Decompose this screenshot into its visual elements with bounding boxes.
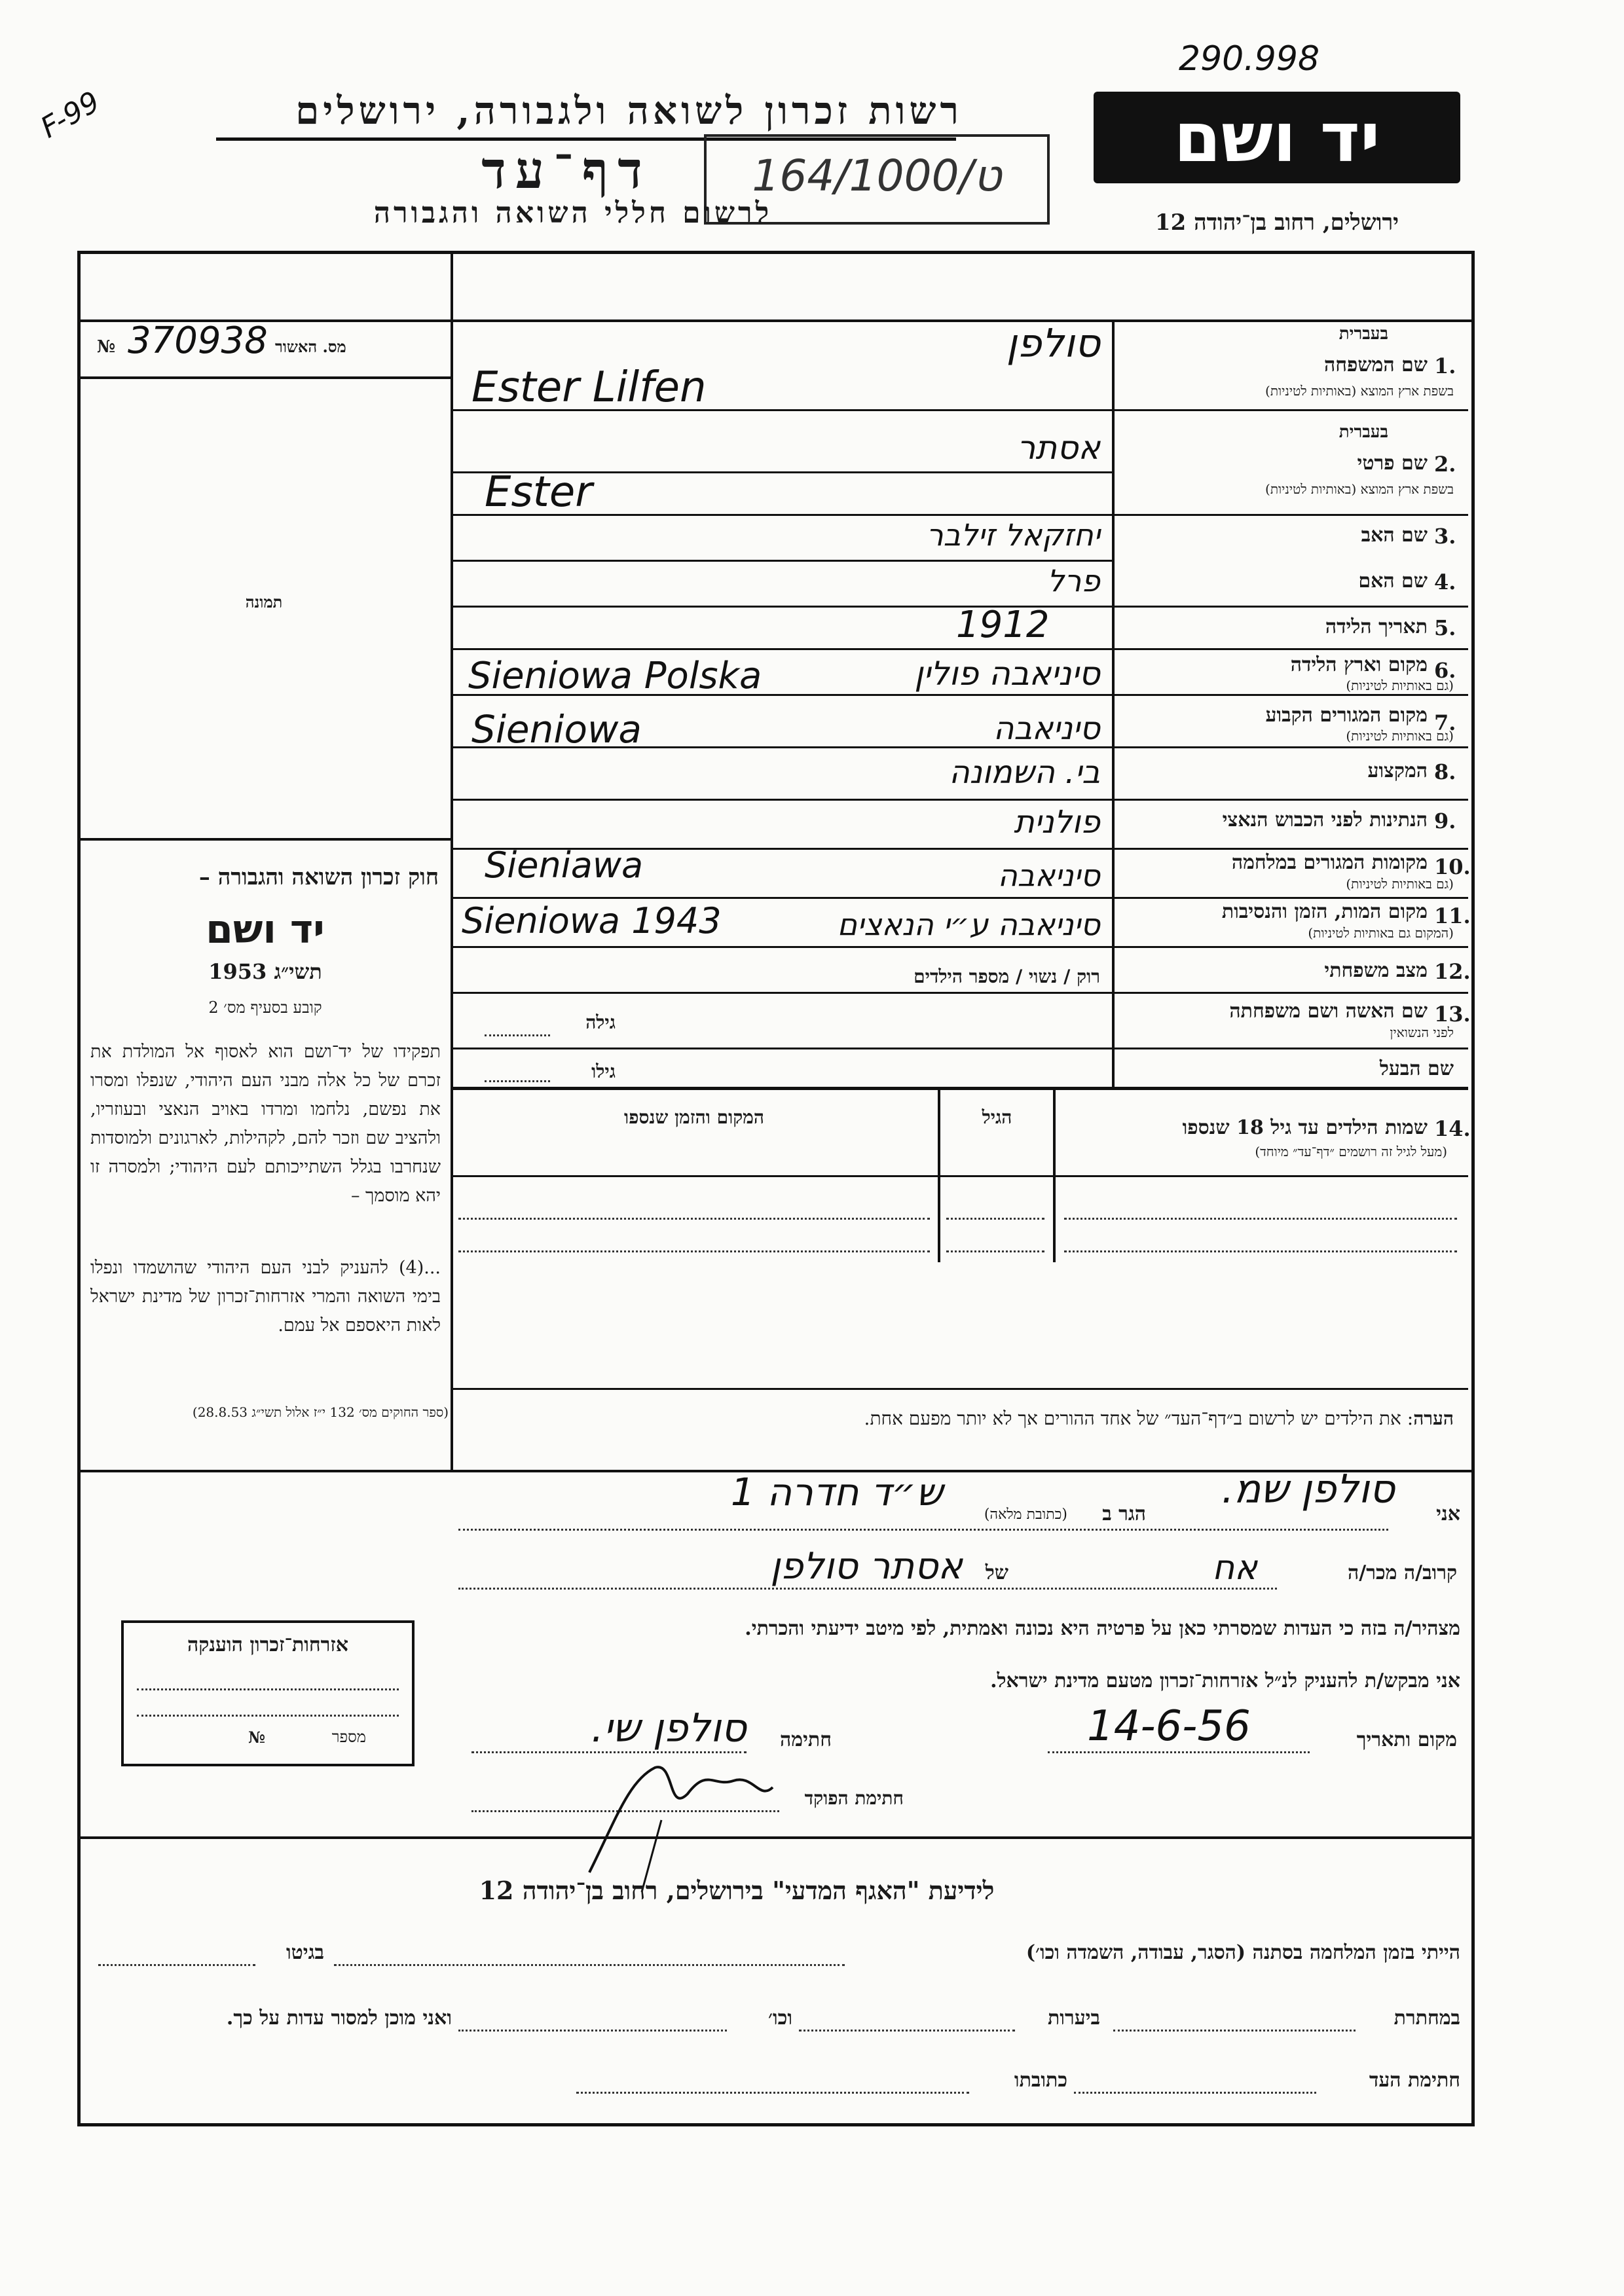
signature-label: חתימה <box>780 1728 832 1751</box>
children-col-age: הגיל <box>982 1106 1012 1128</box>
husband-age-label: גילו <box>591 1061 616 1082</box>
address-handwritten: ש״ד חדרה 1 <box>730 1470 943 1514</box>
place-date-label: מקום ותאריך <box>1356 1728 1457 1751</box>
note-body: : את הילדים יש לרשום ב״דף־העד״ של אחד ההורים אך לא יותר מפעם אחת. <box>864 1408 1414 1429</box>
row6-sub: (גם באותיות לטיניות) <box>1346 678 1454 693</box>
citizenship-no-sign: № <box>248 1728 266 1747</box>
row3-answer: יחזקאל זילבר <box>926 517 1100 553</box>
row2-answer-latin: Ester <box>485 468 593 517</box>
law-title: חוק זכרון השואה והגבורה – <box>198 864 439 890</box>
row6-num: 6. <box>1434 658 1456 683</box>
row5-num: 5. <box>1434 615 1456 640</box>
logo-text: יד ושם <box>1173 98 1380 177</box>
form-subtitle: לרשום חללי השואה והגבורה <box>373 196 773 230</box>
footer-line2-b: ביערות <box>1047 2007 1100 2030</box>
serial-stamp: 164/1000/ט <box>752 151 1002 201</box>
row10-sub: (גם באותיות לטיניות) <box>1346 876 1454 892</box>
row13-age-label: גילה <box>585 1011 616 1033</box>
approval-no-sign: № <box>97 337 116 357</box>
row14-num: 14. <box>1434 1116 1471 1141</box>
photo-label: תמונה <box>245 592 283 611</box>
row1-sub: בשפת ארץ המוצא (באותיות לטיניות) <box>1265 383 1454 399</box>
row9-answer: פולנית <box>1014 804 1100 841</box>
law-year: תשי״ג 1953 <box>208 959 322 984</box>
row5-label: תאריך הלידה <box>1325 615 1428 638</box>
signature-handwritten: סולפן שי. <box>591 1705 747 1751</box>
row7-num: 7. <box>1434 710 1456 735</box>
row2-sub: בשפת ארץ המוצא (באותיות לטיניות) <box>1265 481 1454 497</box>
row12-num: 12. <box>1434 959 1471 984</box>
row1-num: 1. <box>1434 354 1456 378</box>
approval-number: 370938 <box>128 319 268 362</box>
row8-num: 8. <box>1434 759 1456 784</box>
row4-num: 4. <box>1434 570 1456 594</box>
law-name: יד ושם <box>206 907 325 953</box>
law-text-2: ...(4) להעניק לבני העם היהודי שהושמדו ונפלו בימי השואה והמרי אזרחות־זכרון של מדינת ישראל לאות היאספם אל עמם. <box>90 1258 441 1336</box>
yad-vashem-logo <box>1094 92 1460 183</box>
children-sub: (מעל לגיל זה רושמים ״דף־עד״ מיוחד) <box>1255 1144 1447 1159</box>
relation-handwritten: אח <box>1212 1548 1257 1588</box>
law-source: (ספר החוקים מס׳ 132 י״ז אלול תשי״ג 28.8.53) <box>192 1404 449 1420</box>
footer-line2-a: במחתרת <box>1393 2007 1460 2030</box>
row7-answer-heb: סיניאבה <box>993 710 1100 747</box>
row10-num: 10. <box>1434 854 1471 879</box>
row2-heb-tag: בעברית <box>1338 422 1388 442</box>
note-text <box>471 1408 1454 1430</box>
row10-answer-heb: סיניאבה <box>997 858 1100 893</box>
row7-sub: (גם באותיות לטיניות) <box>1346 728 1454 744</box>
row3-label: שם האב <box>1361 524 1428 547</box>
row11-label: מקום המות, הזמן והנסיבות <box>1221 900 1428 923</box>
footer-line3-a: חתימת העד <box>1369 2069 1460 2092</box>
row2-answer-heb: אסתר <box>1017 429 1100 467</box>
row4-answer: פרל <box>1047 563 1100 598</box>
archive-number: 290.998 <box>1179 39 1320 79</box>
officer-signature-icon <box>576 1741 786 1899</box>
row13-sub: לפני הנשואין <box>1390 1025 1454 1040</box>
citizenship-number-label: מספר <box>331 1728 366 1746</box>
row2-label: שם פרטי <box>1357 452 1428 475</box>
law-clause: קובע בסעיף מס׳ 2 <box>208 998 322 1017</box>
row12-options: רוק / נשוי / מספר הילדים <box>913 966 1100 987</box>
children-col-place: המקום והזמן שנספו <box>624 1106 764 1128</box>
i-label: אני <box>1436 1503 1460 1525</box>
row10-answer-latin: Sieniawa <box>485 845 644 886</box>
row12-label: מצב משפחתי <box>1324 959 1428 982</box>
row1-answer-latin: Ester Lilfen <box>471 363 707 412</box>
row8-label: המקצוע <box>1367 759 1428 782</box>
footer-line2-c: וכו׳ <box>768 2007 792 2030</box>
declaration-text: מצהיר/ה בזה כי העדות שמסרתי כאן על פרטיה היא נכונה ואמתית, לפי מיטב ידיעתי והכרתי. <box>745 1617 1460 1640</box>
husband-label: שם הבעל <box>1379 1057 1454 1080</box>
row5-answer: 1912 <box>956 604 1050 646</box>
row4-label: שם האם <box>1358 570 1428 592</box>
address-sub: (כתובת מלאה) <box>984 1506 1067 1523</box>
footer-line1-b: בגיטו <box>286 1941 324 1964</box>
approval-label: מס. האשור <box>275 337 346 356</box>
of-handwritten: אסתר סולפן <box>770 1545 963 1588</box>
row11-sub: (המקום גם באותיות לטיניות) <box>1308 925 1454 941</box>
note-label: הערה <box>1413 1408 1454 1429</box>
date-handwritten: 14-6-56 <box>1087 1702 1251 1751</box>
row1-label: שם המשפחה <box>1323 354 1428 376</box>
row1-answer-heb: סולפן <box>1006 321 1100 367</box>
form-title: דף־עד <box>481 141 652 200</box>
row11-answer-heb: סיניאבה ע״י הנאצים <box>837 907 1100 942</box>
row7-answer-latin: Sieniowa <box>471 707 642 752</box>
footer-title: לידיעת "האגף המדעי" בירושלים, רחוב בן־יהודה 12 <box>479 1876 995 1905</box>
row11-num: 11. <box>1434 903 1471 928</box>
row3-num: 3. <box>1434 524 1456 549</box>
footer-line1-a: הייתי בזמן המלחמה בסתנה (הסגר, עבודה, השמדה וכו׳) <box>1025 1941 1460 1964</box>
officer-signature-label: חתימת הפוקד <box>804 1787 904 1809</box>
row11-answer-latin: Sieniowa 1943 <box>462 900 722 941</box>
row9-num: 9. <box>1434 809 1456 833</box>
authority-name: רשות זכרון לשואה ולגבורה, ירושלים <box>295 88 963 133</box>
declarant-name: סולפן שמ. <box>1221 1467 1395 1512</box>
footer-line3-b: כתובתו <box>1014 2069 1067 2092</box>
corner-mark: F-99 <box>35 84 106 145</box>
row8-answer: בי. השמונה <box>949 754 1100 791</box>
law-text-1: תפקידו של יד־ושם הוא לאסוף אל המולדת את זכרם של כל אלה מבני העם היהודי, שנפלו ומסרו את נפשם, נלחמו ומרדו באויב הנאצי ובעוזריו, ולהציב שם וזכר להם, לקהילות, לארגונים ולמוסדות שנחרבו בגלל השתייכותם לעם היהודי; ולמסרה זו יהא מוסמך – <box>90 1042 441 1206</box>
row6-answer-heb: סיניאבה פולין <box>914 655 1100 693</box>
of-label: של <box>985 1561 1008 1584</box>
footer-line2-d: ואני מוכן למסור עדות על כך. <box>226 2007 452 2030</box>
resident-label: הגר ב <box>1102 1503 1146 1525</box>
row10-label: מקומות המגורים במלחמה <box>1231 851 1428 874</box>
row6-answer-latin: Sieniowa Polska <box>468 655 762 697</box>
row13-num: 13. <box>1434 1002 1471 1027</box>
citizenship-title: אזרחות־זכרון הוענקה <box>187 1633 349 1656</box>
row7-label: מקום המגורים הקבוע <box>1265 704 1428 727</box>
row9-label: הנתינות לפני הכבוש הנאצי <box>1222 809 1428 831</box>
row2-num: 2. <box>1434 452 1456 477</box>
row13-label: שם האשה ושם משפחתה <box>1229 1000 1428 1023</box>
row1-heb-tag: בעברית <box>1338 324 1388 344</box>
children-label: שמות הילדים עד גיל 18 שנספו <box>1182 1116 1428 1139</box>
relative-label: קרוב/ה מכר/ה <box>1348 1561 1457 1584</box>
request-text: אני מבקש/ת להעניק לנ״ל אזרחות־זכרון מטעם מדינת ישראל. <box>990 1669 1460 1692</box>
header-address: ירושלים, רחוב בן־יהודה 12 <box>1154 210 1399 236</box>
citizenship-box <box>121 1620 415 1766</box>
row6-label: מקום וארץ הלידה <box>1290 653 1428 676</box>
